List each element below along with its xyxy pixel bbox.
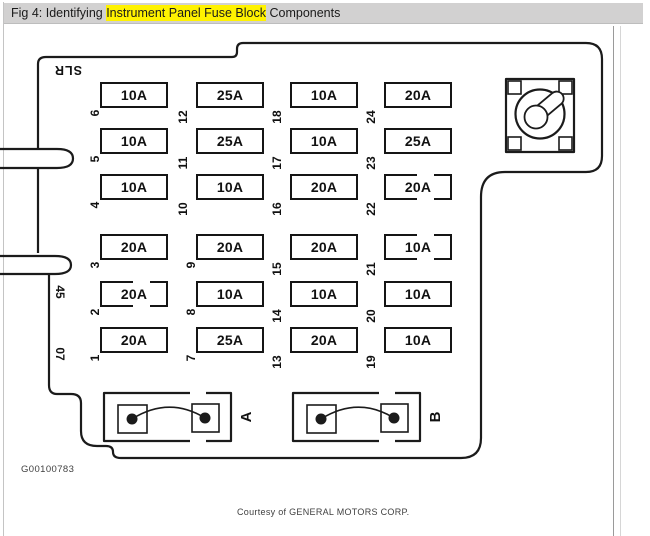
fuse-number-label: 5	[88, 155, 102, 163]
fuse-22	[384, 174, 452, 200]
fuse-amp-value: 20A	[404, 179, 432, 195]
fuse-amp-value: 20A	[404, 87, 432, 103]
fuse-7	[196, 327, 264, 353]
fuse-bracket-right	[434, 174, 452, 200]
relay-socket-graphic	[506, 79, 574, 152]
left-slot-lower	[0, 256, 71, 274]
caption-suffix: Components	[266, 6, 341, 20]
fuse-amp-value: 10A	[120, 87, 148, 103]
fuse-number-label: 8	[184, 308, 198, 316]
fuse-number-label: 18	[270, 110, 284, 124]
fuse-number-label: 22	[364, 202, 378, 216]
fuse-amp-value: 10A	[404, 239, 432, 255]
fuse-amp-value: 10A	[404, 332, 432, 348]
fuse-17	[290, 128, 358, 154]
fuse-number-label: 7	[184, 354, 198, 362]
fuse-19	[384, 327, 452, 353]
fuse-amp-value: 25A	[216, 87, 244, 103]
fuse-13	[290, 327, 358, 353]
fuse-amp-value: 10A	[120, 179, 148, 195]
fuse-amp-value: 25A	[216, 332, 244, 348]
fuse-amp-value: 10A	[404, 286, 432, 302]
fuse-number-label: 1	[88, 354, 102, 362]
spare-slot-a	[104, 393, 255, 441]
fuse-12	[196, 82, 264, 108]
marking-07: 07	[53, 347, 67, 361]
caption-highlighted-text: Instrument Panel Fuse Block	[106, 6, 266, 20]
relay-corner-tab	[508, 137, 521, 150]
fuse-amp-value: 20A	[120, 239, 148, 255]
fuse-amp-value: 10A	[310, 133, 338, 149]
fuse-number-label: 23	[364, 156, 378, 170]
fuse-amp-value: 20A	[120, 332, 148, 348]
marking-45: 45	[53, 285, 67, 299]
fuse-number-label: 10	[176, 202, 190, 216]
fuse-4	[100, 174, 168, 200]
fuse-number-label: 4	[88, 201, 102, 209]
left-slot-upper	[0, 149, 73, 168]
fuse-number-label: 3	[88, 261, 102, 269]
fuse-10	[196, 174, 264, 200]
jumper-wire	[132, 407, 205, 419]
fuse-number-label: 17	[270, 156, 284, 170]
fuse-amp-value: 20A	[310, 239, 338, 255]
fuse-bracket-right	[434, 234, 452, 260]
figure-id: G00100783	[21, 464, 75, 475]
fuse-20	[384, 281, 452, 307]
fuse-number-label: 24	[364, 110, 378, 124]
fuse-amp-value: 25A	[216, 133, 244, 149]
fuse-number-label: 16	[270, 202, 284, 216]
fuse-number-label: 21	[364, 262, 378, 276]
fuse-number-label: 15	[270, 262, 284, 276]
fuse-3	[100, 234, 168, 260]
spare-slot-b-label: B	[427, 411, 444, 423]
fuse-amp-value: 10A	[216, 286, 244, 302]
credit-line: Courtesy of GENERAL MOTORS CORP.	[237, 507, 410, 517]
fuse-amp-value: 10A	[216, 179, 244, 195]
fuse-14	[290, 281, 358, 307]
fuse-number-label: 13	[270, 355, 284, 369]
fuse-amp-value: 20A	[310, 179, 338, 195]
fuse-amp-value: 10A	[310, 286, 338, 302]
fuse-number-label: 12	[176, 110, 190, 124]
fuse-23	[384, 128, 452, 154]
fuse-amp-value: 10A	[120, 133, 148, 149]
fuse-1	[100, 327, 168, 353]
fuse-amp-value: 10A	[310, 87, 338, 103]
caption-prefix: Fig 4: Identifying	[11, 6, 107, 20]
fuse-bracket-right	[150, 281, 168, 307]
fuse-number-label: 9	[184, 261, 198, 269]
relay-corner-tab	[559, 137, 572, 150]
fuse-2	[100, 281, 168, 307]
fuse-number-label: 11	[176, 156, 190, 170]
fuse-24	[384, 82, 452, 108]
jumper-wire	[321, 407, 394, 419]
spare-slot-a-label: A	[238, 411, 255, 423]
fuse-16	[290, 174, 358, 200]
fuse-number-label: 2	[88, 308, 102, 316]
fuse-number-label: 6	[88, 109, 102, 117]
fuse-18	[290, 82, 358, 108]
fuse-number-label: 14	[270, 309, 284, 323]
marking-slr: SLR	[54, 63, 82, 77]
fuse-21	[384, 234, 452, 260]
fuse-amp-value: 20A	[310, 332, 338, 348]
fuse-number-label: 20	[364, 309, 378, 323]
spare-slot-b	[293, 393, 444, 441]
fuse-amp-value: 20A	[120, 286, 148, 302]
fuse-number-label: 19	[364, 355, 378, 369]
relay-key-hole	[525, 106, 548, 129]
fuse-8	[196, 281, 264, 307]
fuse-amp-value: 20A	[216, 239, 244, 255]
fuse-6	[100, 82, 168, 108]
fuse-9	[196, 234, 264, 260]
fuse-5	[100, 128, 168, 154]
fuse-15	[290, 234, 358, 260]
fuse-11	[196, 128, 264, 154]
fuse-amp-value: 25A	[404, 133, 432, 149]
relay-corner-tab	[508, 81, 521, 94]
